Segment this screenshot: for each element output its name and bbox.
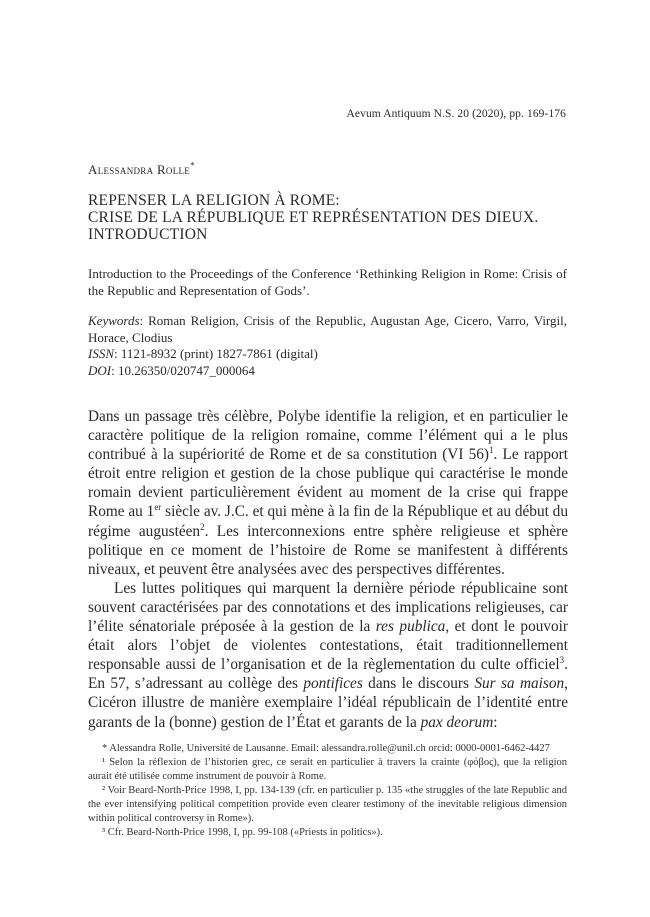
- doi-label: DOI: [88, 362, 112, 378]
- text-run: , Cicéron illustre de manière exemplaire l’idéal républicain de l’identité entre garants de la (bonne) gestion de l’État et garants de la: [88, 675, 568, 731]
- author-footnote-mark: *: [190, 160, 195, 171]
- text-run: siècle av. J.C. et qui mène à la fin de la République et au début du régime augustéen: [88, 503, 568, 540]
- issn-value: : 1121-8932 (print) 1827-7861 (digital): [114, 346, 318, 361]
- running-head: Aevum Antiquum N.S. 20 (2020), pp. 169-176: [346, 108, 566, 120]
- footnote: ² Voir Beard-North-Price 1998, I, pp. 134-139 (cfr. en particulier p. 135 «the struggles of the late Republic and the ever intensifying political competition provide even clearer testimony of the inevitable religious dimension within political controversy in Rome»).: [88, 785, 567, 824]
- text-run: dans le discours: [362, 675, 475, 693]
- issn-label: ISSN: [88, 346, 114, 361]
- article-title: [88, 192, 568, 243]
- footnote: ¹ Selon la réflexion de l’historien grec, ce serait en particulier à travers la crainte (φόβος), que la religion aurait été utilisée comme instrument de pouvoir à Rome.: [88, 757, 567, 782]
- doi-value: : 10.26350/020747_000064: [111, 362, 255, 378]
- ordinal-superscript: er: [154, 502, 162, 513]
- article-metadata: [88, 313, 567, 379]
- footnote: ³ Cfr. Beard-North-Price 1998, I, pp. 99-108 («Priests in politics»).: [102, 827, 383, 838]
- italic-term: res publica: [375, 618, 446, 636]
- doi: [88, 363, 567, 380]
- abstract: Introduction to the Proceedings of the Conference ‘Rethinking Religion in Rome: Crisis of the Republic and Representation of Gods’.: [88, 266, 567, 298]
- italic-term: Sur sa maison: [474, 675, 565, 693]
- title-line: REPENSER LA RELIGION À ROME:: [88, 192, 340, 209]
- text-run: Les luttes politiques qui marquent la dernière période républicaine sont souvent caractérisées par des connotations et des implications religieuses, car l’élite sénatoriale préposée à la gestion de la: [88, 579, 568, 636]
- issn: [88, 346, 567, 363]
- italic-term: pax deorum: [420, 713, 494, 731]
- footnotes: [88, 742, 567, 840]
- keywords: [88, 313, 567, 346]
- title-line: CRISE DE LA RÉPUBLIQUE ET REPRÉSENTATION DES DIEUX.: [88, 209, 539, 226]
- text-run: , et dont le pouvoir était alors l’objet de violentes contestations, était traditionnellement responsable aussi de l’organisation et de la règlementation du culte officiel: [88, 618, 569, 674]
- author-name-text: Alessandra Rolle: [88, 162, 191, 177]
- text-run: . Les interconnexions entre sphère religieuse et sphère politique en ce moment de l’histoire de Rome se manifestent à différents niveaux, et peuvent être analysées avec des perspectives différentes.: [88, 522, 568, 578]
- footnote-ref: 3: [559, 655, 565, 666]
- text-run: Dans un passage très célèbre, Polybe identifie la religion, et en particulier le caractère politique de la religion romaine, comme l’élément qui a le plus contribué à la supériorité de Rome et de sa constitution (VI 56): [88, 408, 568, 464]
- footnote-ref: 2: [200, 521, 205, 532]
- body-paragraph: [88, 579, 568, 732]
- keywords-value: : Roman Religion, Crisis of the Republic, Augustan Age, Cicero, Varro, Virgil, Horace, Clodius: [88, 313, 567, 345]
- text-run: . Le rapport étroit entre religion et gestion de la chose publique qui caractérise le monde romain devient particulièrement évident au moment de la crise qui frappe Rome au 1: [88, 446, 568, 521]
- footnote-ref: 1: [489, 445, 494, 456]
- body-paragraph: [88, 407, 568, 579]
- title-line: INTRODUCTION: [88, 226, 208, 243]
- body-text: [88, 407, 568, 732]
- author-name: [88, 162, 195, 178]
- text-run: :: [493, 713, 498, 731]
- text-run: . En 57, s’adressant au collège des: [88, 656, 568, 693]
- footnote: * Alessandra Rolle, Université de Lausanne. Email: alessandra.rolle@unil.ch orcid: 0000-0001-6462-4427: [102, 743, 550, 754]
- italic-term: pontifices: [303, 675, 363, 693]
- keywords-label: Keywords: [88, 313, 140, 328]
